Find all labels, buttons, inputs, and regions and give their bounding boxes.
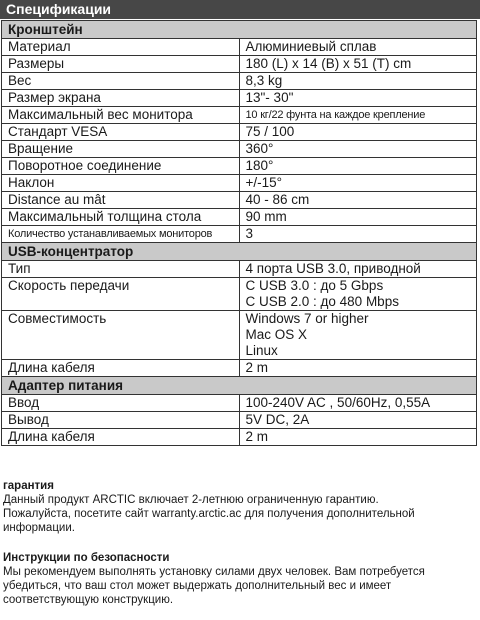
warranty-heading: гарантия <box>3 480 54 492</box>
row-value: 360° <box>239 141 477 158</box>
table-row <box>2 311 477 360</box>
row-value: 2 m <box>239 360 477 377</box>
table-row <box>2 360 477 377</box>
row-value-line: Mac OS X <box>245 327 308 342</box>
row-label: Размеры <box>2 56 240 73</box>
table-row <box>2 124 477 141</box>
row-label: Тип <box>2 261 240 278</box>
row-label: Distance au mât <box>2 192 240 209</box>
page-title: Спецификации <box>0 0 480 19</box>
row-label: Ввод <box>2 395 240 412</box>
table-row <box>2 261 477 278</box>
row-value <box>239 311 477 360</box>
table-row <box>2 175 477 192</box>
table-row <box>2 56 477 73</box>
row-value: 40 - 86 cm <box>239 192 477 209</box>
warranty-line: Пожалуйста, посетите сайт warranty.arctic.ac для получения дополнительной <box>3 508 415 520</box>
row-label: Поворотное соединение <box>2 158 240 175</box>
warranty-line: информации. <box>3 522 75 534</box>
spec-table <box>1 20 477 446</box>
row-label: Максимальный толщина стола <box>2 209 240 226</box>
row-value: +/-15° <box>239 175 477 192</box>
table-row <box>2 278 477 311</box>
row-value <box>239 278 477 311</box>
warranty-line: Данный продукт ARCTIC включает 2-летнюю ограниченную гарантию. <box>3 494 379 506</box>
row-label: Размер экрана <box>2 90 240 107</box>
row-value: 10 кг/22 фунта на каждое крепление <box>239 107 477 124</box>
row-label: Количество устанавливаемых мониторов <box>2 226 240 243</box>
row-value-line: С USB 3.0 : до 5 Gbps <box>245 278 384 293</box>
row-value-line: С USB 2.0 : до 480 Mbps <box>245 294 399 309</box>
section-heading: Адаптер питания <box>2 377 477 395</box>
section-heading: Кронштейн <box>2 21 477 39</box>
row-value: Алюминиевый сплав <box>239 39 477 56</box>
row-value: 180° <box>239 158 477 175</box>
row-label: Вращение <box>2 141 240 158</box>
table-row <box>2 395 477 412</box>
spacer <box>3 535 475 551</box>
row-value: 5V DC, 2A <box>239 412 477 429</box>
section-heading: USB-концентратор <box>2 243 477 261</box>
table-row <box>2 107 477 124</box>
row-value: 4 порта USB 3.0, приводной <box>239 261 477 278</box>
table-row <box>2 39 477 56</box>
row-label: Материал <box>2 39 240 56</box>
section-usb <box>2 243 477 261</box>
row-value: 75 / 100 <box>239 124 477 141</box>
row-label: Совместимость <box>2 311 240 360</box>
table-row <box>2 192 477 209</box>
section-power <box>2 377 477 395</box>
table-row <box>2 412 477 429</box>
row-value: 180 (L) x 14 (B) x 51 (T) cm <box>239 56 477 73</box>
safety-line: соответствующую конструкцию. <box>3 594 174 606</box>
row-value-line: Linux <box>245 343 278 358</box>
notes <box>3 479 475 607</box>
row-label: Длина кабеля <box>2 360 240 377</box>
table-row <box>2 73 477 90</box>
table-row <box>2 209 477 226</box>
row-label: Максимальный вес монитора <box>2 107 240 124</box>
row-value: 3 <box>239 226 477 243</box>
table-row <box>2 429 477 446</box>
table-row <box>2 158 477 175</box>
row-value-line: Windows 7 or higher <box>245 311 369 326</box>
row-value: 8,3 kg <box>239 73 477 90</box>
safety-line: Мы рекомендуем выполнять установку силами двух человек. Вам потребуется <box>3 566 425 578</box>
table-row <box>2 226 477 243</box>
safety-line: убедиться, что ваш стол может выдержать дополнительный вес и имеет <box>3 580 392 592</box>
safety-heading: Инструкции по безопасности <box>3 552 170 564</box>
row-value: 13"- 30" <box>239 90 477 107</box>
row-label: Наклон <box>2 175 240 192</box>
table-row <box>2 90 477 107</box>
row-label: Вывод <box>2 412 240 429</box>
row-value: 2 m <box>239 429 477 446</box>
row-label: Вес <box>2 73 240 90</box>
row-label: Длина кабеля <box>2 429 240 446</box>
row-label: Стандарт VESA <box>2 124 240 141</box>
row-value: 90 mm <box>239 209 477 226</box>
section-bracket <box>2 21 477 39</box>
table-row <box>2 141 477 158</box>
row-value: 100-240V AC , 50/60Hz, 0,55A <box>239 395 477 412</box>
row-label: Скорость передачи <box>2 278 240 311</box>
